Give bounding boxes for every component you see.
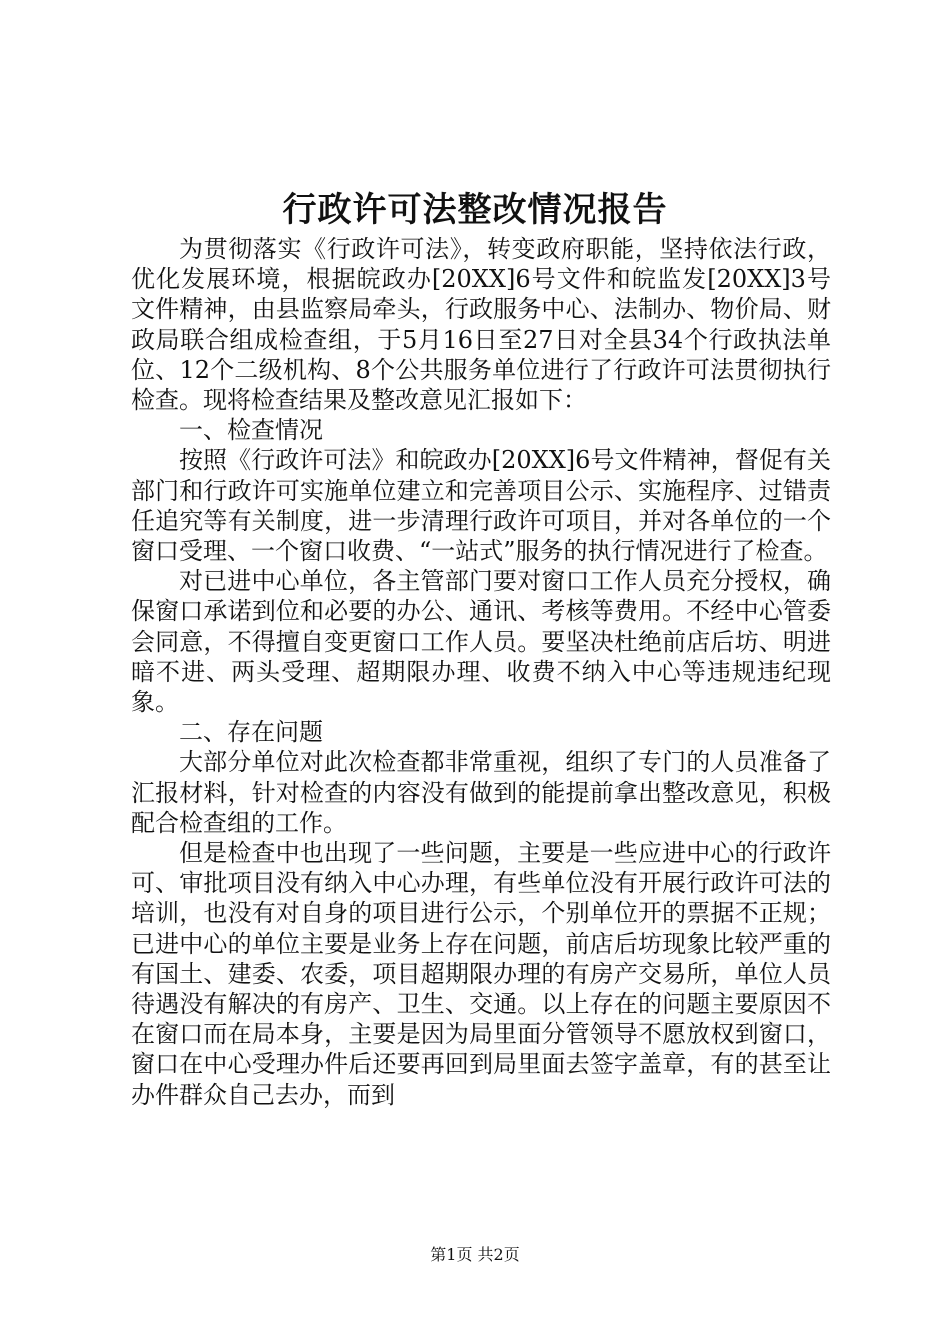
section-heading-inspection: 一、检查情况 bbox=[179, 416, 323, 445]
paragraph-inspection-1: 按照《行政许可法》和皖政办[20XX]6号文件精神，督促有关部门和行政许可实施单位建立和完善项目公示、实施程序、过错责任追究等有关制度，进一步清理行政许可项目，并对各单位的一个窗口受理、一个窗口收费、“一站式”服务的执行情况进行了检查。 bbox=[131, 446, 831, 566]
section-heading-problems: 二、存在问题 bbox=[179, 718, 323, 747]
document-body bbox=[131, 234, 831, 1110]
paragraph-problems-2: 但是检查中也出现了一些问题，主要是一些应进中心的行政许可、审批项目没有纳入中心办理，有些单位没有开展行政许可法的培训，也没有对自身的项目进行公示，个别单位开的票据不正规；已进中心的单位主要是业务上存在问题，前店后坊现象比较严重的有国土、建委、农委，项目超期限办理的有房产交易所，单位人员待遇没有解决的有房产、卫生、交通。以上存在的问题主要原因不在窗口而在局本身，主要是因为局里面分管领导不愿放权到窗口，窗口在中心受理办件后还要再回到局里面去签字盖章，有的甚至让办件群众自己去办，而到 bbox=[131, 839, 831, 1109]
paragraph-inspection-2: 对已进中心单位，各主管部门要对窗口工作人员充分授权，确保窗口承诺到位和必要的办公、通讯、考核等费用。不经中心管委会同意，不得擅自变更窗口工作人员。要坚决杜绝前店后坊、明进暗不进、两头受理、超期限办理、收费不纳入中心等违规违纪现象。 bbox=[131, 567, 831, 717]
document-title: 行政许可法整改情况报告 bbox=[282, 190, 668, 230]
page-footer: 第1页 共2页 bbox=[430, 1245, 520, 1264]
paragraph-problems-1: 大部分单位对此次检查都非常重视，组织了专门的人员准备了汇报材料，针对检查的内容没有做到的能提前拿出整改意见，积极配合检查组的工作。 bbox=[131, 748, 831, 837]
paragraph-intro: 为贯彻落实《行政许可法》，转变政府职能，坚持依法行政，优化发展环境，根据皖政办[20XX]6号文件和皖监发[20XX]3号文件精神，由县监察局牵头，行政服务中心、法制办、物价局、财政局联合组成检查组，于5月16日至27日对全县34个行政执法单位、12个二级机构、8个公共服务单位进行了行政许可法贯彻执行检查。现将检查结果及整改意见汇报如下： bbox=[131, 235, 831, 415]
